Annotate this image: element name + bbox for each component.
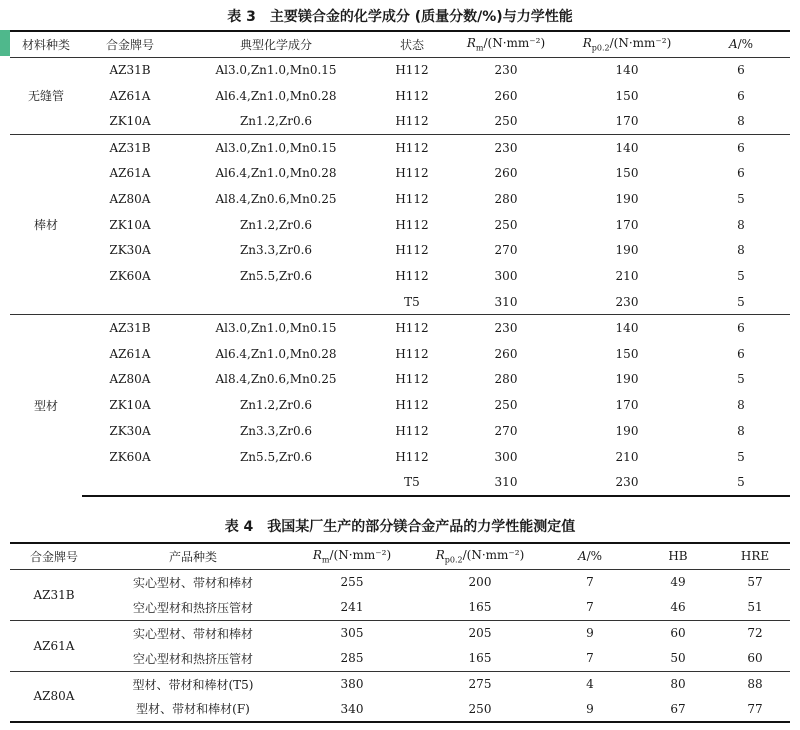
cell-rp02: 205: [468, 626, 492, 640]
cell-elongation: 7: [544, 595, 636, 621]
cell-rm: 280: [494, 372, 518, 387]
cell-rp02: 165: [416, 595, 544, 621]
cell-rm: 270: [494, 243, 518, 258]
cell-grade: ZK60A: [109, 269, 151, 284]
cell-elongation: 8: [692, 109, 790, 135]
header-hb: HB: [636, 543, 720, 569]
cell-elongation: 6: [737, 321, 745, 336]
cell-hre: 72: [747, 626, 763, 640]
table-row: [10, 671, 790, 697]
cell-elongation: 5: [692, 470, 790, 496]
table-row: [10, 569, 790, 595]
cell-elongation: 6: [737, 166, 745, 181]
cell-composition: Zn1.2,Zr0.6: [239, 217, 313, 232]
cell-state: H112: [395, 191, 429, 206]
header-grade: 合金牌号: [10, 543, 98, 569]
cell-state: H112: [395, 398, 429, 413]
table3-group-seamless-tube: [10, 57, 790, 134]
table4: [10, 542, 790, 723]
cell-grade: AZ31B: [109, 321, 151, 336]
table4-caption: 表 4 我国某厂生产的部分镁合金产品的力学性能测定值: [224, 519, 576, 535]
table-row: [10, 367, 790, 393]
cell-grade: ZK60A: [109, 449, 151, 464]
cell-rm: 260: [494, 166, 518, 181]
cell-rp02: 190: [615, 191, 639, 206]
cell-product: 空心型材和热挤压管材: [98, 595, 288, 621]
cell-rm: 255: [340, 575, 364, 589]
cell-state: H112: [395, 269, 429, 284]
header-material: 材料种类: [10, 31, 82, 57]
table4-group-az31b: [10, 569, 790, 620]
cell-grade: AZ61A: [109, 166, 151, 181]
cell-rm: 270: [494, 424, 518, 439]
cell-composition: Zn3.3,Zr0.6: [239, 243, 313, 258]
cell-composition: Al6.4,Zn1.0,Mn0.28: [215, 346, 337, 361]
cell-product: 型材、带材和棒材(T5): [132, 677, 254, 692]
cell-state: H112: [395, 346, 429, 361]
table-row: [10, 620, 790, 646]
cell-grade: ZK30A: [109, 424, 151, 439]
cell-rp02: 150: [615, 166, 639, 181]
cell-rp02: 190: [615, 424, 639, 439]
cell-state: H112: [395, 372, 429, 387]
table-row: [10, 160, 790, 186]
cell-rp02: 165: [416, 646, 544, 672]
header-state: 状态: [374, 31, 450, 57]
cell-composition: Al3.0,Zn1.0,Mn0.15: [215, 321, 337, 336]
table-row: [10, 109, 790, 135]
cell-composition: Zn1.2,Zr0.6: [239, 398, 313, 413]
cell-composition: [178, 289, 374, 315]
cell-hre: 51: [720, 595, 790, 621]
cell-rp02: 230: [562, 470, 692, 496]
cell-grade: ZK10A: [109, 398, 151, 413]
group-label: AZ61A: [10, 620, 98, 671]
header-rm: $R_m/(N\cdot mm^{-2})$: [288, 543, 416, 569]
cell-state: H112: [395, 424, 429, 439]
cell-grade: AZ80A: [109, 191, 151, 206]
table-row: [10, 186, 790, 212]
table4-group-az61a: [10, 620, 790, 671]
table-row: [10, 263, 790, 289]
table-row: [10, 418, 790, 444]
cell-composition: Al8.4,Zn0.6,Mn0.25: [215, 191, 337, 206]
cell-rm: 305: [340, 626, 364, 640]
cell-grade: AZ31B: [109, 140, 151, 155]
table4-header-row: [10, 543, 790, 569]
cell-grade: ZK30A: [109, 243, 151, 258]
cell-rm: 300: [494, 269, 518, 284]
cell-hre: 77: [720, 697, 790, 723]
cell-elongation: 7: [544, 646, 636, 672]
cell-state: H112: [395, 243, 429, 258]
cell-rp02: 275: [468, 677, 492, 691]
cell-elongation: 8: [737, 398, 745, 413]
cell-rp02: 170: [615, 217, 639, 232]
cell-hb: 60: [670, 626, 686, 640]
header-rm: $R_m/(N\cdot mm^{-2})$: [450, 31, 562, 57]
group-label: 型材: [33, 399, 58, 413]
cell-rm: 250: [450, 109, 562, 135]
cell-composition: Zn1.2,Zr0.6: [178, 109, 374, 135]
cell-state: H112: [374, 109, 450, 135]
cell-composition: Al6.4,Zn1.0,Mn0.28: [215, 88, 337, 103]
cell-hb: 46: [636, 595, 720, 621]
cell-elongation: 6: [737, 88, 745, 103]
cell-hb: 49: [670, 575, 686, 589]
cell-state: H112: [395, 166, 429, 181]
table-row: [10, 341, 790, 367]
header-product: 产品种类: [98, 543, 288, 569]
cell-rp02: 210: [615, 449, 639, 464]
cell-hre: 60: [720, 646, 790, 672]
header-composition: 典型化学成分: [178, 31, 374, 57]
cell-grade: AZ61A: [109, 88, 151, 103]
cell-rp02: 170: [615, 398, 639, 413]
cell-hb: 80: [670, 677, 686, 691]
table3-caption: 表 3 主要镁合金的化学成分 (质量分数/%)与力学性能: [227, 9, 573, 25]
table3-group-profile: [10, 315, 790, 496]
cell-elongation: 8: [737, 243, 745, 258]
table-row: [10, 315, 790, 341]
green-tab-marker: [0, 30, 10, 56]
table-row: [10, 83, 790, 109]
cell-elongation: 6: [737, 63, 745, 78]
cell-rm: 285: [288, 646, 416, 672]
cell-rp02: 140: [615, 321, 639, 336]
cell-composition: Al3.0,Zn1.0,Mn0.15: [215, 140, 337, 155]
cell-elongation: 8: [737, 424, 745, 439]
cell-elongation: 5: [737, 449, 745, 464]
cell-composition: Al8.4,Zn0.6,Mn0.25: [215, 372, 337, 387]
cell-product: 空心型材和热挤压管材: [98, 646, 288, 672]
cell-elongation: 9: [544, 697, 636, 723]
cell-rm: 230: [494, 63, 518, 78]
cell-rp02: 170: [562, 109, 692, 135]
cell-elongation: 9: [586, 626, 594, 640]
cell-elongation: 4: [586, 677, 594, 691]
cell-rm: 260: [494, 346, 518, 361]
cell-state: H112: [395, 63, 429, 78]
cell-rp02: 200: [468, 575, 492, 589]
table-row: [10, 595, 790, 621]
cell-rp02: 190: [615, 243, 639, 258]
cell-state: H112: [395, 140, 429, 155]
cell-rp02: 150: [615, 88, 639, 103]
table3: [10, 30, 790, 497]
cell-grade: ZK10A: [109, 217, 151, 232]
cell-rm: 241: [288, 595, 416, 621]
table-row: [10, 444, 790, 470]
table-row: [10, 212, 790, 238]
table-row: [10, 238, 790, 264]
cell-rp02: 230: [562, 289, 692, 315]
cell-composition: Zn5.5,Zr0.6: [239, 449, 313, 464]
cell-elongation: 5: [692, 289, 790, 315]
group-label: 棒材: [10, 134, 82, 315]
table-row: [10, 646, 790, 672]
cell-rm: 310: [450, 470, 562, 496]
cell-rp02: 210: [615, 269, 639, 284]
cell-rm: 230: [494, 321, 518, 336]
table-row: [10, 57, 790, 83]
cell-grade: [82, 289, 178, 315]
header-hre: HRE: [720, 543, 790, 569]
cell-state: H112: [395, 321, 429, 336]
table-row: [10, 697, 790, 723]
header-grade: 合金牌号: [82, 31, 178, 57]
group-label: AZ80A: [10, 671, 98, 722]
cell-product: 型材、带材和棒材(F): [98, 697, 288, 723]
cell-elongation: 5: [737, 372, 745, 387]
cell-elongation: 6: [737, 346, 745, 361]
cell-grade: ZK10A: [82, 109, 178, 135]
cell-rm: 250: [494, 217, 518, 232]
table3-group-bar: [10, 134, 790, 315]
cell-rm: 230: [494, 140, 518, 155]
cell-rm: 250: [494, 398, 518, 413]
cell-composition: Al6.4,Zn1.0,Mn0.28: [215, 166, 337, 181]
table4-group-az80a: [10, 671, 790, 722]
header-rp02: $R_{p0.2}/(N\cdot mm^{-2})$: [416, 543, 544, 569]
header-elongation: A/%: [692, 31, 790, 57]
cell-state: T5: [374, 289, 450, 315]
cell-grade: AZ80A: [109, 372, 151, 387]
cell-elongation: 5: [737, 269, 745, 284]
cell-rp02: 250: [416, 697, 544, 723]
cell-rm: 340: [288, 697, 416, 723]
cell-rp02: 150: [615, 346, 639, 361]
cell-rp02: 140: [615, 63, 639, 78]
cell-grade: AZ61A: [109, 346, 151, 361]
cell-composition: Zn3.3,Zr0.6: [239, 424, 313, 439]
cell-composition: Zn5.5,Zr0.6: [239, 269, 313, 284]
cell-rp02: 190: [615, 372, 639, 387]
cell-grade: AZ31B: [109, 63, 151, 78]
cell-rm: 300: [494, 449, 518, 464]
cell-state: H112: [395, 88, 429, 103]
header-rp02: $R_{p0.2}/(N\cdot mm^{-2})$: [562, 31, 692, 57]
cell-composition: Al3.0,Zn1.0,Mn0.15: [215, 63, 337, 78]
table-row: [10, 470, 790, 496]
cell-product: 实心型材、带材和棒材: [132, 575, 253, 590]
cell-hb: 67: [636, 697, 720, 723]
cell-hre: 88: [747, 677, 763, 691]
cell-rm: 260: [494, 88, 518, 103]
group-label: 无缝管: [10, 57, 82, 134]
cell-elongation: 7: [586, 575, 594, 589]
cell-composition: [178, 470, 374, 496]
header-elongation: A/%: [544, 543, 636, 569]
cell-state: H112: [395, 217, 429, 232]
group-label: AZ31B: [10, 569, 98, 620]
cell-grade: [82, 470, 178, 496]
cell-elongation: 5: [737, 191, 745, 206]
table-row: [10, 134, 790, 160]
cell-elongation: 8: [737, 217, 745, 232]
cell-rm: 310: [450, 289, 562, 315]
cell-state: H112: [395, 449, 429, 464]
cell-elongation: 6: [737, 140, 745, 155]
table3-header-row: [10, 31, 790, 57]
cell-rm: 280: [494, 191, 518, 206]
cell-hb: 50: [636, 646, 720, 672]
cell-hre: 57: [747, 575, 763, 589]
cell-rm: 380: [340, 677, 364, 691]
table-row: [10, 392, 790, 418]
cell-rp02: 140: [615, 140, 639, 155]
cell-state: T5: [374, 470, 450, 496]
table-row: [10, 289, 790, 315]
cell-product: 实心型材、带材和棒材: [132, 626, 253, 641]
